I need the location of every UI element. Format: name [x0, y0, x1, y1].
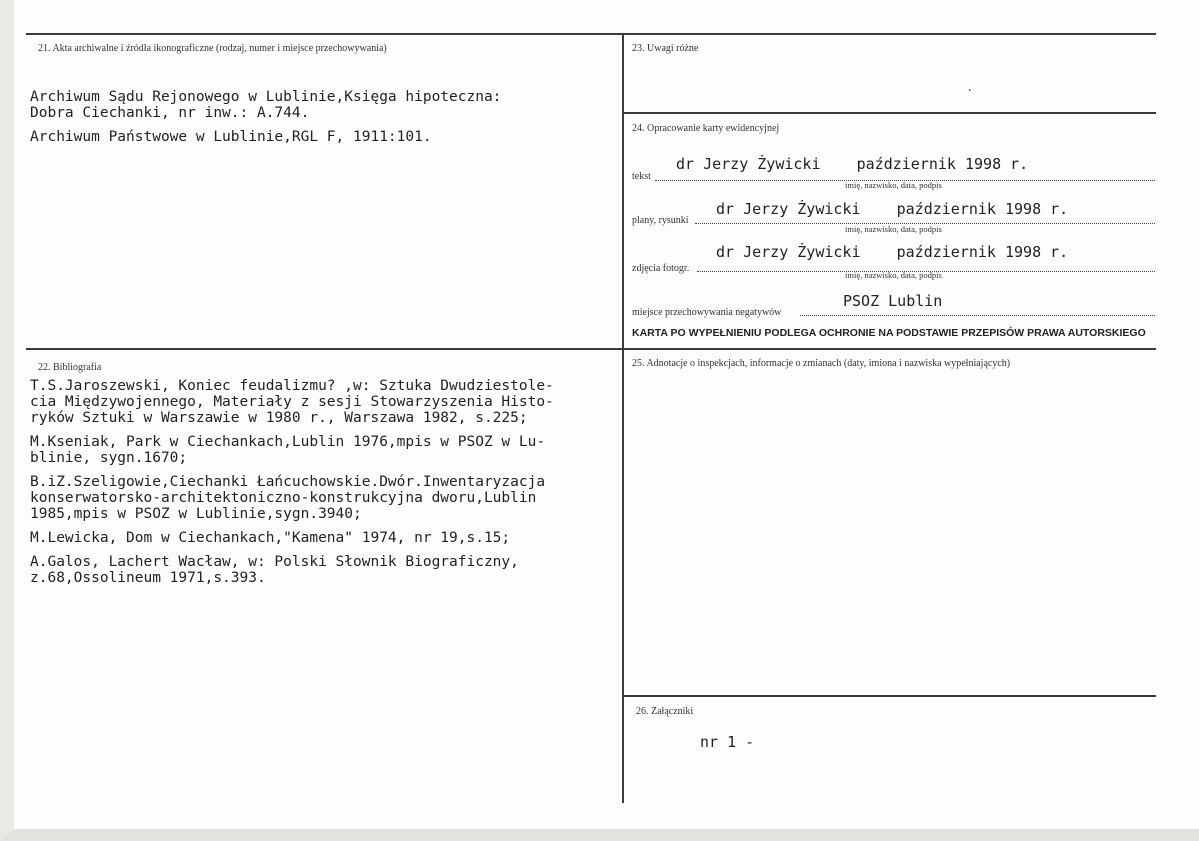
negatives-dotted-line: [800, 315, 1155, 316]
archive-entry: Archiwum Sądu Rejonowego w Lublinie,Księga hipoteczna: Dobra Ciechanki, nr inw.: A.744.: [30, 89, 502, 121]
bibliography-entry: B.iZ.Szeligowie,Ciechanki Łańcuchowskie.Dwór.Inwentaryzacja konserwatorsko-architektoniczno-konstrukcyjna dworu,Lublin 1985,mpis w PSOZ w Lublinie,sygn.3940;: [30, 474, 546, 522]
top-rule: [26, 33, 1156, 35]
section-25-label: 25. Adnotacje o inspekcjach, informacje o zmianach (daty, imiona i nazwiska wypełniających): [632, 358, 1011, 369]
text-author-signature: dr Jerzy Żywicki październik 1998 r.: [676, 155, 1029, 173]
rule-25-26: [623, 695, 1156, 697]
plans-caption: imię, nazwisko, data, podpis: [845, 224, 942, 234]
plans-author-signature: dr Jerzy Żywicki październik 1998 r.: [716, 200, 1069, 218]
bibliography-entry: M.Kseniak, Park w Ciechankach,Lublin 1976,mpis w PSOZ w Lu- blinie, sygn.1670;: [30, 434, 546, 466]
attachments-value: nr 1 -: [700, 733, 755, 751]
text-caption: imię, nazwisko, data, podpis: [845, 180, 942, 190]
plans-field-label: plany, rysunki: [632, 215, 689, 226]
archive-entry: Archiwum Państwowe w Lublinie,RGL F, 1911:101.: [30, 129, 432, 145]
text-field-label: tekst: [632, 171, 651, 182]
copyright-note: KARTA PO WYPEŁNIENIU PODLEGA OCHRONIE NA PODSTAWIE PRZEPISÓW PRAWA AUTORSKIEGO: [632, 327, 1146, 339]
negatives-location-label: miejsce przechowywania negatywów: [632, 307, 782, 318]
middle-rule: [26, 348, 1156, 350]
negatives-location-value: PSOZ Lublin: [843, 292, 943, 310]
section-24-label: 24. Opracowanie karty ewidencyjnej: [632, 123, 780, 134]
bibliography-entry: A.Galos, Lachert Wacław, w: Polski Słownik Biograficzny, z.68,Ossolineum 1971,s.393.: [30, 554, 519, 586]
section-26-label: 26. Załączniki: [636, 706, 694, 717]
section-23-label: 23. Uwagi różne: [632, 43, 699, 54]
photos-author-signature: dr Jerzy Żywicki październik 1998 r.: [716, 243, 1069, 261]
section-23-mark: .: [968, 80, 972, 95]
bibliography-entry: M.Lewicka, Dom w Ciechankach,"Kamena" 1974, nr 19,s.15;: [30, 530, 511, 546]
section-21-content: [30, 89, 630, 153]
photos-caption: imię, nazwisko, data, podpis: [845, 270, 942, 280]
photos-field-label: zdjęcia fotogr.: [632, 263, 690, 274]
rule-23-24: [623, 112, 1156, 114]
bibliography-entry: T.S.Jaroszewski, Koniec feudalizmu? ,w: Sztuka Dwudziestole- cia Międzywojennego, Materiały z sesji Stowarzyszenia Histo- ryków Sztuki w Warszawie w 1980 r., Warszawa 1982, s.225;: [30, 378, 554, 426]
section-21-label: 21. Akta archiwalne i źródła ikonograficzne (rodzaj, numer i miejsce przechowywania): [38, 43, 387, 54]
section-22-label: 22. Bibliografia: [38, 362, 102, 373]
bibliography-list: [30, 378, 630, 594]
